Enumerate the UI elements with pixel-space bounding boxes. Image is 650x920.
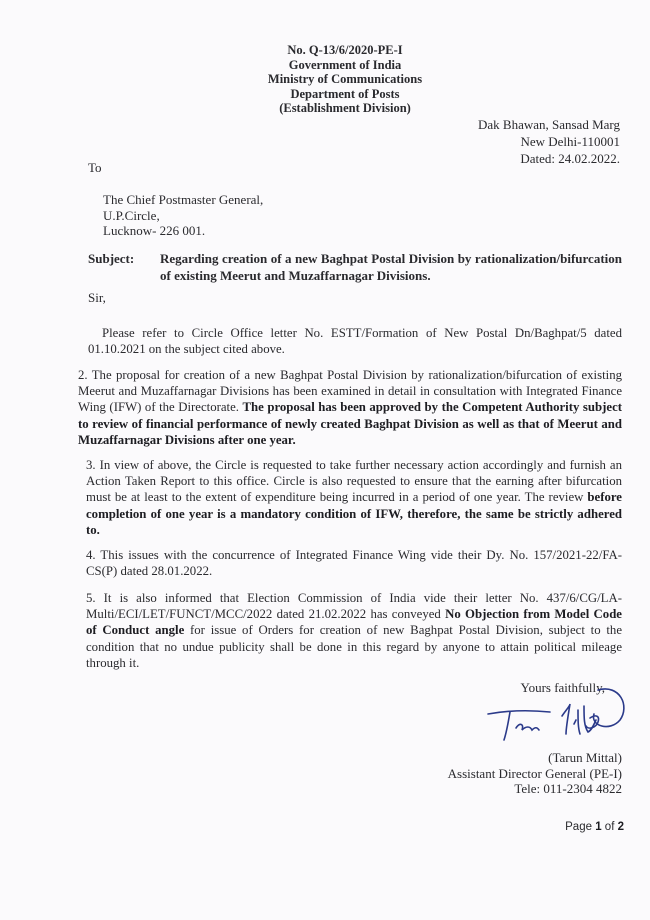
page-of: of xyxy=(601,821,618,833)
subject-text: Regarding creation of a new Baghpat Postal Division by rationalization/bifurcation of existing Meerut and Muzaffarnagar Divisions. xyxy=(160,251,622,283)
closing: Yours faithfully, xyxy=(520,680,605,695)
salutation: Sir, xyxy=(88,290,106,305)
header-line: Department of Posts xyxy=(290,86,400,101)
paragraph-text: 5. It is also informed that Election Commission of India vide their letter No. 437/6/CG/LA-Multi/ECI/LET/FUNCT/MCC/2022 dated 21.02.2022 has conveyed xyxy=(86,591,622,622)
address-line: Dak Bhawan, Sansad Marg xyxy=(477,117,620,132)
paragraph-text: for issue of Orders for creation of new Baghpat Postal Division, subject to the condition that no undue publicity shall be done in this regard by anyone to attain political mileage through it. xyxy=(86,623,623,670)
reference-number: No. Q-13/6/2020-PE-I xyxy=(287,43,403,57)
sender-address xyxy=(478,116,620,167)
recipient-line: U.P.Circle, xyxy=(103,207,160,223)
paragraph-emphasis: before completion of one year is a mandatory condition of IFW, therefore, the same be strictly adhered to. xyxy=(86,490,622,537)
recipient-line: Lucknow- 226 001. xyxy=(103,223,206,238)
header-line: Ministry of Communications xyxy=(267,72,423,87)
letter-header xyxy=(150,43,540,116)
signatory-block xyxy=(448,750,622,797)
to-label: To xyxy=(88,160,102,175)
paragraph-1: Please refer to Circle Office letter No. ESTT/Formation of New Postal Dn/Baghpat/5 dated 01.10.2021 on the subject cited above. xyxy=(88,326,622,357)
handwritten-signature xyxy=(470,676,630,750)
subject-label: Subject: xyxy=(88,251,135,266)
paragraph-4: 4. This issues with the concurrence of Integrated Finance Wing vide their Dy. No. 157/2021-22/FA-CS(P) dated 28.01.2022. xyxy=(86,548,622,579)
paragraph-emphasis: The proposal has been approved by the Competent Authority subject to review of financial performance of newly created Baghpat Division as well as that of Meerut and Muzaffarnagar Divisions after one year. xyxy=(78,400,623,447)
paragraph-5 xyxy=(86,590,622,671)
subject xyxy=(88,250,622,284)
page-number xyxy=(565,821,624,833)
page-total: 2 xyxy=(617,821,624,833)
paragraph-3 xyxy=(86,457,622,538)
signature-image xyxy=(470,676,630,746)
recipient-line: The Chief Postmaster General, xyxy=(103,192,264,207)
header-line: Government of India xyxy=(288,57,402,72)
recipient-address xyxy=(103,192,263,239)
paragraph-emphasis: No Objection from Model Code of Conduct angle xyxy=(86,607,622,638)
signatory-phone: Tele: 011-2304 4822 xyxy=(514,781,622,796)
letter-date: Dated: 24.02.2022. xyxy=(520,151,620,166)
page-current: 1 xyxy=(595,821,602,833)
header-line: (Establishment Division) xyxy=(279,101,411,116)
paragraph-text: 3. In view of above, the Circle is requested to take further necessary action accordingly and furnish an Action Taken Report to this office. Circle is also requested to ensure that the earning after bifurcation must be at least to the extent of expenditure being incurred in a period of one year. The review xyxy=(86,458,622,505)
page-prefix: Page xyxy=(565,821,596,833)
signatory-designation: Assistant Director General (PE-I) xyxy=(447,765,622,781)
paragraph-text: 2. The proposal for creation of a new Baghpat Postal Division by rationalization/bifurcation of existing Meerut and Muzaffarnagar Divisions has been examined in detail in consultation with Integrated Finance Wing (IFW) of the Directorate. xyxy=(78,368,622,415)
paragraph-2 xyxy=(78,367,622,448)
address-line: New Delhi-110001 xyxy=(520,134,620,149)
signatory-name: (Tarun Mittal) xyxy=(548,750,622,765)
